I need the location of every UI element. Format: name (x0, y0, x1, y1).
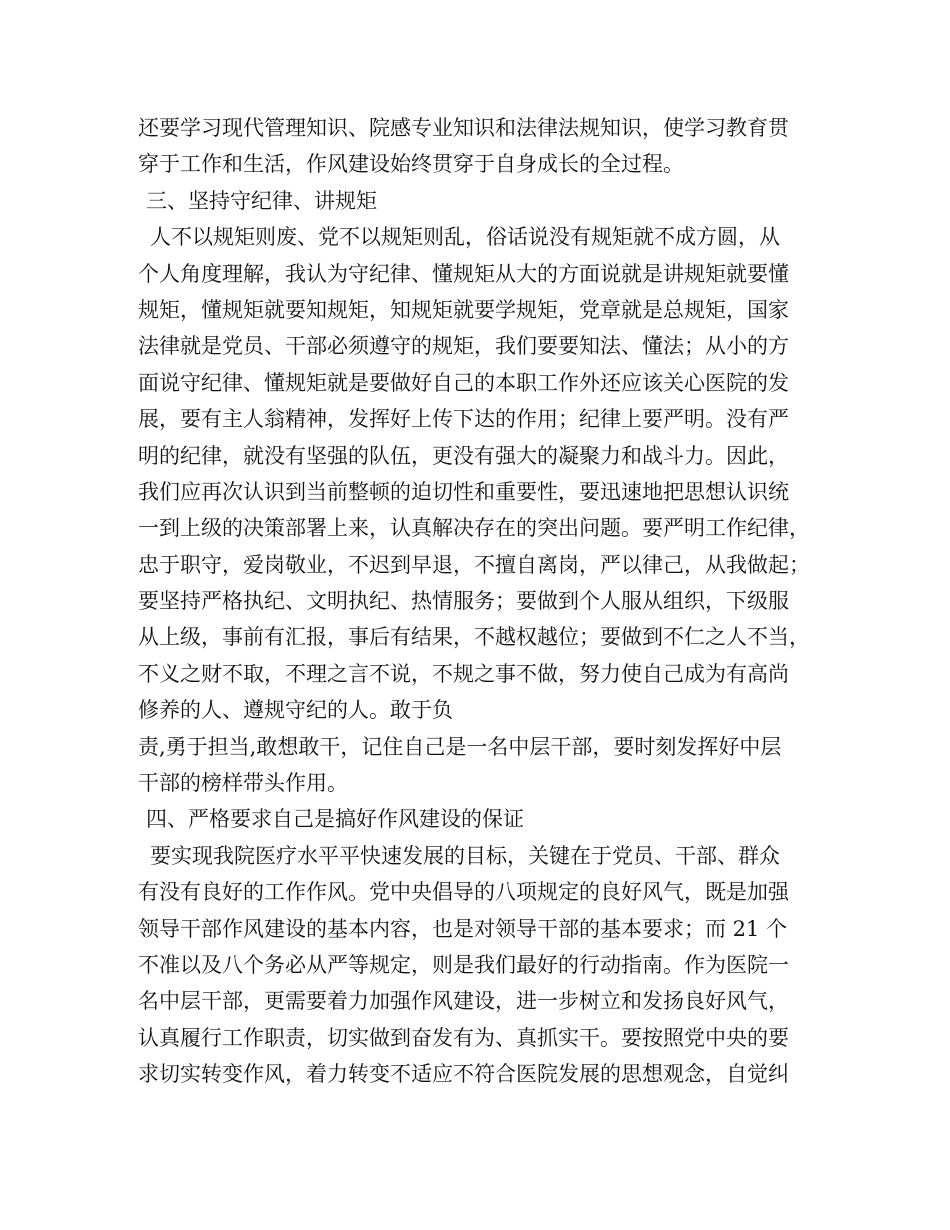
text-line: 领导干部作风建设的基本内容，也是对领导干部的基本要求；而 21 个 (138, 916, 788, 941)
text-line: 还要学习现代管理知识、院感专业知识和法律法规知识，使学习教育贯 (138, 116, 789, 140)
text-line: 从上级，事前有汇报，事后有结果，不越权越位；要做到不仁之人不当， (138, 625, 810, 650)
text-line: 求切实转变作风，着力转变不适应不符合医院发展的思想观念，自觉纠 (138, 1062, 789, 1087)
text-line: 展，要有主人翁精神，发挥好上传下达的作用；纪律上要严明。没有严 (138, 407, 789, 432)
text-line: 我们应再次认识到当前整顿的迫切性和重要性，要迅速地把思想认识统 (138, 479, 789, 504)
text-line: 个人角度理解，我认为守纪律、懂规矩从大的方面说就是讲规矩就要懂 (138, 261, 789, 286)
section-heading: 三、坚持守纪律、讲规矩 (146, 188, 377, 213)
text-line: 干部的榜样带头作用。 (138, 771, 348, 796)
text-line: 穿于工作和生活，作风建设始终贯穿于自身成长的全过程。 (138, 152, 684, 177)
section-heading: 四、严格要求自己是搞好作风建设的保证 (146, 807, 524, 832)
paragraph-first-line: 人不以规矩则废、党不以规矩则乱，俗话说没有规矩就不成方圆，从 (150, 225, 780, 250)
text-line: 法律就是党员、干部必须遵守的规矩，我们要要知法、懂法；从小的方 (138, 334, 789, 359)
text-line: 不义之财不取，不理之言不说，不规之事不做，努力使自己成为有高尚 (138, 661, 789, 686)
document-body (138, 110, 828, 1093)
text-line: 明的纪律，就没有坚强的队伍，更没有强大的凝聚力和战斗力。因此， (138, 443, 789, 468)
text-line: 忠于职守，爱岗敬业，不迟到早退，不擅自离岗，严以律己，从我做起； (138, 552, 810, 577)
text-line: 认真履行工作职责，切实做到奋发有为、真抓实干。要按照党中央的要 (138, 1025, 789, 1050)
text-line: 不准以及八个务必从严等规定，则是我们最好的行动指南。作为医院一 (138, 952, 789, 977)
text-line: 一到上级的决策部署上来，认真解决存在的突出问题。要严明工作纪律， (138, 516, 810, 541)
text-line: 面说守纪律、懂规矩就是要做好自己的本职工作外还应该关心医院的发 (138, 370, 789, 395)
text-line: 责,勇于担当,敢想敢干，记住自己是一名中层干部，要时刻发挥好中层 (138, 734, 782, 759)
text-line: 有没有良好的工作作风。党中央倡导的八项规定的良好风气，既是加强 (138, 880, 789, 905)
text-line: 名中层干部，更需要着力加强作风建设，进一步树立和发扬良好风气， (138, 989, 789, 1014)
text-line: 要坚持严格执纪、文明执纪、热情服务；要做到个人服从组织，下级服 (138, 589, 789, 614)
text-line: 规矩，懂规矩就要知规矩，知规矩就要学规矩，党章就是总规矩，国家 (138, 297, 789, 322)
paragraph-first-line: 要实现我院医疗水平平快速发展的目标，关键在于党员、干部、群众 (150, 843, 780, 868)
text-line: 修养的人、遵规守纪的人。敢于负 (138, 698, 453, 723)
